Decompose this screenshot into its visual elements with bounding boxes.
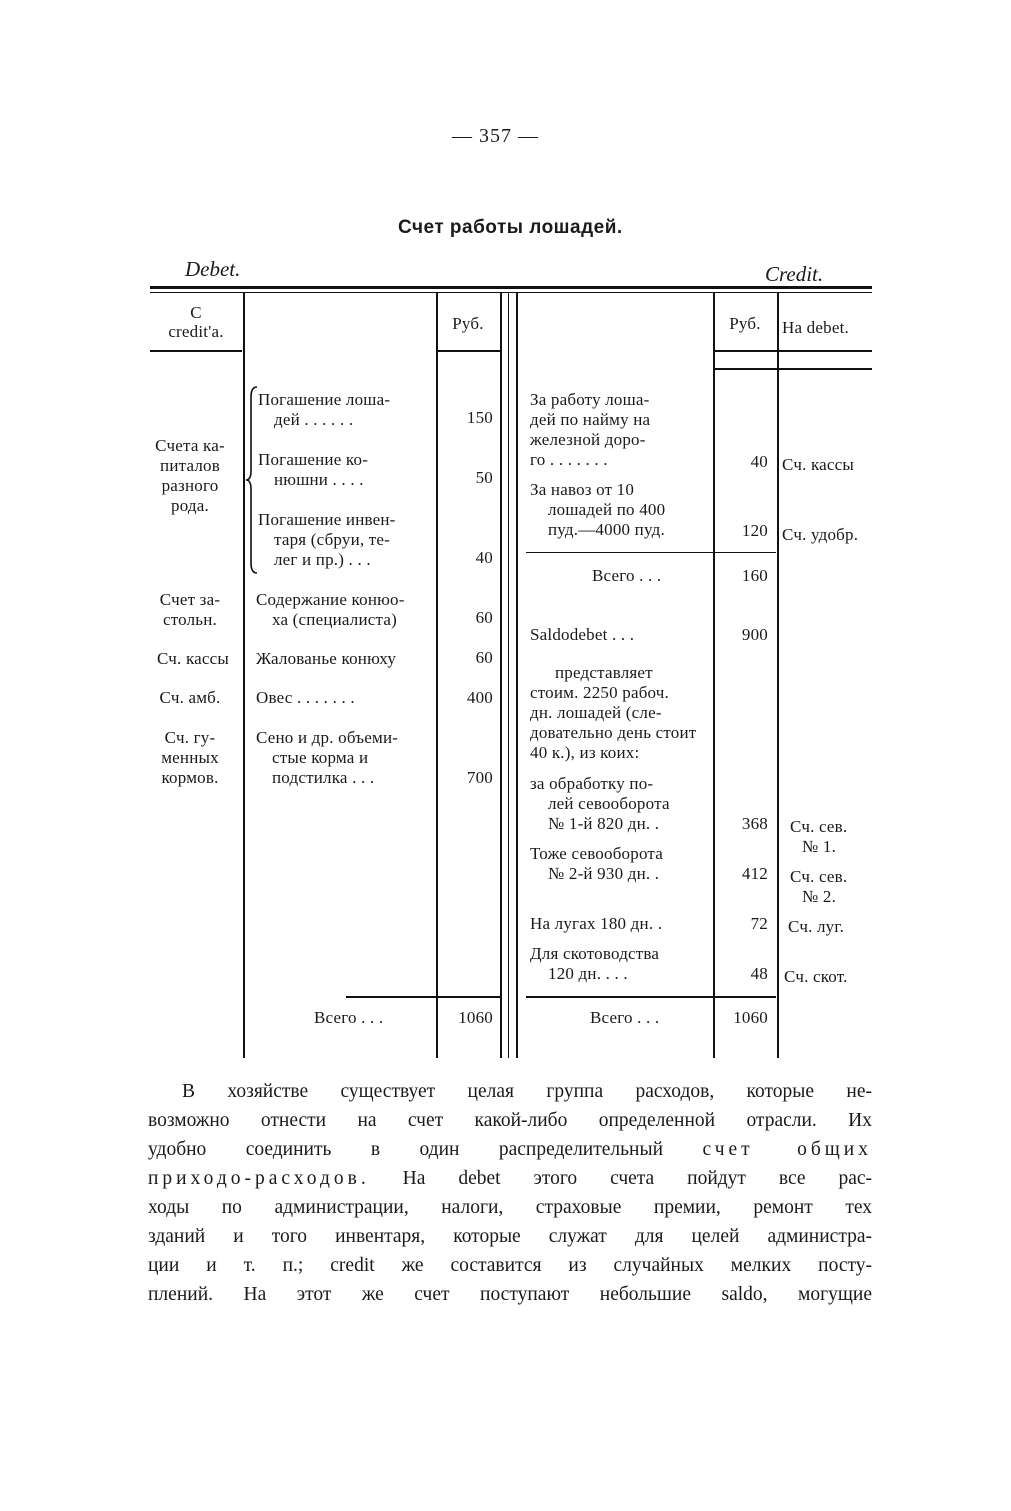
credit-note: дн. лошадей (сле- [530, 703, 662, 722]
credit-note: представляет [555, 663, 653, 682]
debit-amount: 400 [466, 688, 493, 707]
credit-amount: 48 [750, 964, 768, 983]
credit-note: 40 к.), из коих: [530, 743, 640, 762]
credit-item: за обработку по- [530, 774, 654, 793]
body-line: В хозяйстве существует целая группа расходов, которые не- [182, 1081, 872, 1102]
debit-amount: 150 [466, 408, 493, 427]
header-on-debet: На debet. [782, 318, 849, 337]
saldo-label: Saldodebet . . . [530, 625, 635, 644]
page-number: — 357 — [452, 125, 539, 147]
emphasized-text: приходо-расходов. [148, 1168, 370, 1189]
header-account-line2: credit'a. [168, 322, 224, 341]
debit-amount: 700 [466, 768, 493, 787]
body-line: ходы по администрации, налоги, страховые премии, ремонт тех [148, 1197, 872, 1218]
brace-icon [245, 385, 259, 575]
credit-item: железной доро- [530, 430, 646, 449]
credit-item: лошадей по 400 [548, 500, 666, 519]
credit-item: За работу лоша- [530, 390, 650, 409]
credit-amount: 120 [741, 521, 768, 540]
debit-item: дей . . . . . . [274, 410, 354, 429]
credit-item: Тоже севооборота [530, 844, 664, 863]
debit-account: разного [161, 476, 219, 495]
credit-item: № 2-й 930 дн. . [548, 864, 660, 883]
saldo-amount: 900 [741, 625, 768, 644]
debit-item: Погашение инвен- [258, 510, 396, 529]
debet-account: Сч. кассы [782, 455, 855, 474]
credit-item: пуд.—4000 пуд. [548, 520, 665, 539]
debit-item: Погашение ко- [258, 450, 369, 469]
credit-label: Credit. [765, 262, 824, 286]
credit-note: стоим. 2250 рабоч. [530, 683, 670, 702]
credit-amount: 40 [750, 452, 768, 471]
credit-subtotal-label: Всего . . . [592, 566, 662, 585]
debit-total-amount: 1060 [458, 1008, 493, 1027]
credit-item: Для скотоводства [530, 944, 660, 963]
body-text: На debet этого счета пойдут все рас- [402, 1168, 873, 1189]
credit-item: 120 дн. . . . [548, 964, 628, 983]
header-account-line1: С [190, 303, 202, 322]
debet-account: Сч. луг. [788, 917, 845, 936]
credit-total-label: Всего . . . [590, 1008, 660, 1027]
debit-item: Овес . . . . . . . [256, 688, 355, 707]
credit-item: лей севооборота [548, 794, 670, 813]
debit-item: Погашение лоша- [258, 390, 391, 409]
credit-item: го . . . . . . . [530, 450, 608, 469]
header-left-rub: Руб. [452, 314, 484, 333]
credit-total-amount: 1060 [733, 1008, 768, 1027]
credit-note: довательно день стоит [530, 723, 697, 742]
debit-account: Сч. кассы [156, 649, 230, 668]
credit-amount: 412 [741, 864, 768, 883]
debit-item: Сено и др. объеми- [256, 728, 399, 747]
body-line [148, 1136, 872, 1165]
debit-item: нюшни . . . . [274, 470, 364, 489]
debet-account: Сч. сев. [790, 817, 848, 836]
debit-item: подстилка . . . [272, 768, 375, 787]
body-text: удобно соединить в один распределительный [148, 1139, 664, 1160]
debit-account: Счет за- [159, 590, 221, 609]
debit-amount: 60 [475, 608, 493, 627]
debit-item: Содержание конюо- [256, 590, 405, 609]
debet-account: № 1. [802, 837, 837, 856]
debit-account: питалов [160, 456, 220, 475]
debet-label: Debet. [185, 257, 241, 281]
credit-amount: 368 [741, 814, 768, 833]
debit-account: Сч. гу- [164, 728, 216, 747]
header-right-rub: Руб. [729, 314, 761, 333]
body-line: возможно отнести на счет какой-либо определенной отрасли. Их [148, 1110, 872, 1131]
debit-account: менных [161, 748, 219, 767]
credit-amount: 72 [750, 914, 768, 933]
debit-item: ха (специалиста) [272, 610, 397, 629]
debit-item: стые корма и [272, 748, 369, 767]
debet-account: Сч. сев. [790, 867, 848, 886]
debet-account: Сч. удобр. [782, 525, 859, 544]
debit-item: таря (сбруи, те- [274, 530, 391, 549]
debit-account: Счета ка- [155, 436, 225, 455]
credit-item: № 1-й 820 дн. . [548, 814, 660, 833]
debet-account: Сч. скот. [784, 967, 848, 986]
body-line: зданий и того инвентаря, которые служат для целей администра- [148, 1226, 872, 1247]
debit-account: Сч. амб. [159, 688, 221, 707]
body-line: плений. На этот же счет поступают небольшие saldo, могущие [148, 1284, 872, 1305]
debit-account: стольн. [162, 610, 217, 629]
debit-total-label: Всего . . . [314, 1008, 384, 1027]
debit-item: Жалованье конюху [256, 649, 397, 668]
credit-item: На лугах 180 дн. . [530, 914, 663, 933]
debit-amount: 60 [475, 648, 493, 667]
body-line: ции и т. п.; credit же составится из случайных мелких посту- [148, 1255, 872, 1276]
credit-subtotal-amount: 160 [741, 566, 768, 585]
credit-item: За навоз от 10 [530, 480, 635, 499]
debit-account: рода. [171, 496, 209, 515]
credit-item: дей по найму на [530, 410, 651, 429]
table-title: Счет работы лошадей. [398, 217, 623, 238]
emphasized-text: счет общих [702, 1139, 872, 1160]
debet-account: № 2. [802, 887, 837, 906]
debit-amount: 50 [475, 468, 493, 487]
debit-amount: 40 [475, 548, 493, 567]
body-line [148, 1165, 872, 1194]
debit-item: лег и пр.) . . . [274, 550, 371, 569]
debit-account: кормов. [161, 768, 219, 787]
